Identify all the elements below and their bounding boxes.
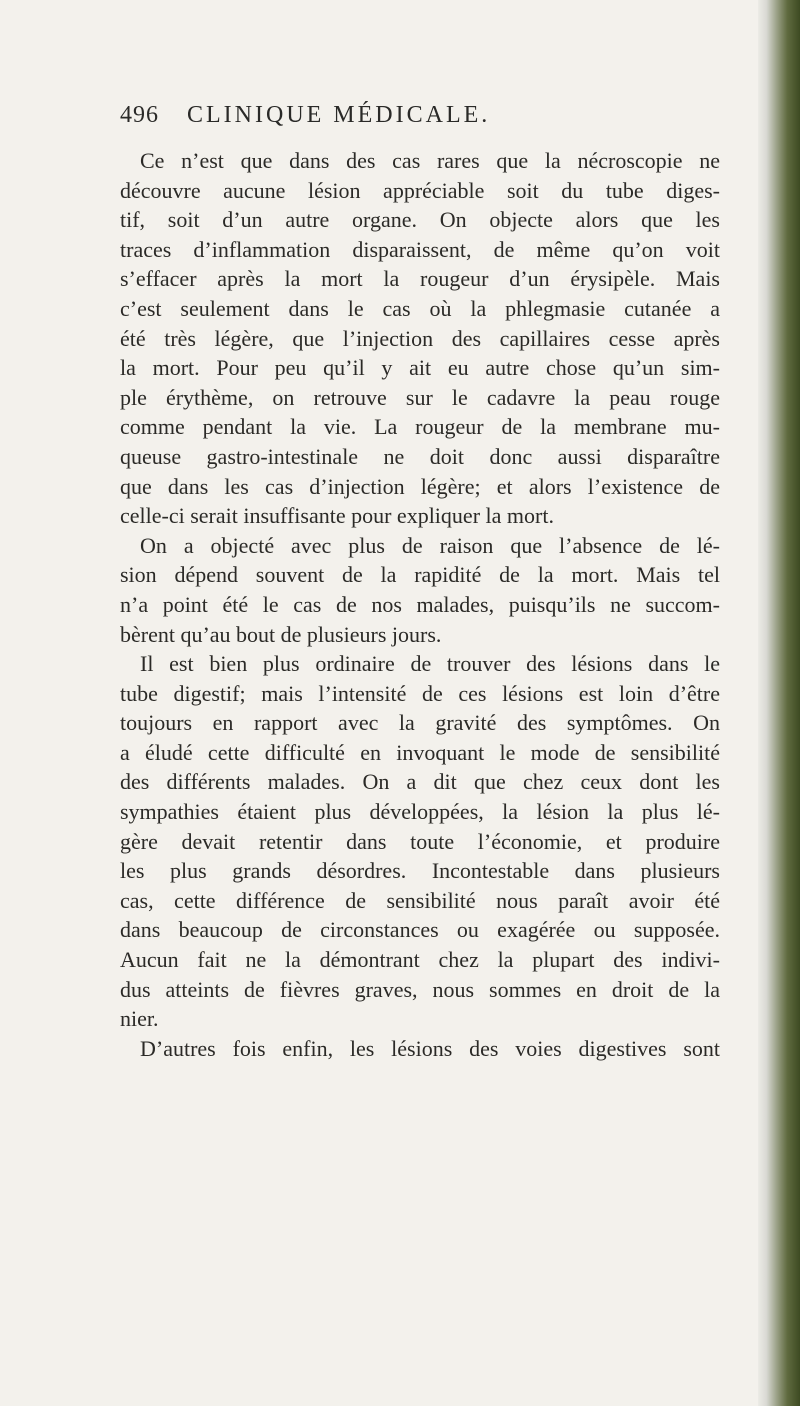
text-line: la mort. Pour peu qu’il y ait eu autre chose qu’un sim- bbox=[120, 355, 720, 381]
text-line: comme pendant la vie. La rougeur de la membrane mu- bbox=[120, 414, 720, 440]
text-line: Ce n’est que dans des cas rares que la nécroscopie ne bbox=[140, 148, 720, 173]
text-line: découvre aucune lésion appréciable soit du tube diges- bbox=[120, 177, 720, 203]
text-line: dus atteints de fièvres graves, nous sommes en droit de la bbox=[120, 976, 720, 1002]
text-line: Aucun fait ne la démontrant chez la plupart des indivi- bbox=[120, 947, 720, 973]
text-line: sympathies étaient plus développées, la lésion la plus lé- bbox=[120, 799, 720, 825]
text-line: les plus grands désordres. Incontestable dans plusieurs bbox=[120, 858, 720, 884]
text-line: des différents malades. On a dit que chez ceux dont les bbox=[120, 769, 720, 795]
text-line: sion dépend souvent de la rapidité de la mort. Mais tel bbox=[120, 562, 720, 588]
text-line: Il est bien plus ordinaire de trouver des lésions dans le bbox=[140, 651, 720, 677]
text-line: celle-ci serait insuffisante pour expliquer la mort. bbox=[120, 503, 554, 529]
running-head: CLINIQUE MÉDICALE. bbox=[187, 102, 491, 128]
text-line: n’a point été le cas de nos malades, puisqu’ils ne succom- bbox=[120, 591, 720, 617]
text-line: été très légère, que l’injection des capillaires cesse après bbox=[120, 325, 720, 351]
text-line: On a objecté avec plus de raison que l’absence de lé- bbox=[140, 532, 720, 558]
text-line: s’effacer après la mort la rougeur d’un érysipèle. Mais bbox=[120, 266, 720, 292]
text-line: tube digestif; mais l’intensité de ces lésions est loin d’être bbox=[120, 680, 720, 706]
text-line: toujours en rapport avec la gravité des symptômes. On bbox=[120, 710, 720, 736]
page-header bbox=[120, 102, 720, 134]
page-number: 496 bbox=[120, 102, 159, 128]
text-line: traces d’inflammation disparaissent, de même qu’on voit bbox=[120, 236, 720, 262]
text-line: ple érythème, on retrouve sur le cadavre la peau rouge bbox=[120, 384, 720, 410]
text-line: queuse gastro-intestinale ne doit donc aussi disparaître bbox=[120, 443, 720, 469]
text-line: tif, soit d’un autre organe. On objecte alors que les bbox=[120, 207, 720, 233]
text-line: dans beaucoup de circonstances ou exagérée ou supposée. bbox=[120, 917, 720, 943]
text-line: gère devait retentir dans toute l’économie, et produire bbox=[120, 828, 720, 854]
text-line: D’autres fois enfin, les lésions des voies digestives sont bbox=[140, 1035, 720, 1061]
text-line: cas, cette différence de sensibilité nous paraît avoir été bbox=[120, 887, 720, 913]
binding-edge bbox=[758, 0, 800, 1406]
body-text bbox=[120, 146, 720, 1063]
text-line: nier. bbox=[120, 1006, 159, 1032]
text-line: bèrent qu’au bout de plusieurs jours. bbox=[120, 621, 442, 647]
text-line: a éludé cette difficulté en invoquant le mode de sensibilité bbox=[120, 739, 720, 765]
text-line: que dans les cas d’injection légère; et alors l’existence de bbox=[120, 473, 720, 499]
text-line: c’est seulement dans le cas où la phlegmasie cutanée a bbox=[120, 295, 720, 321]
